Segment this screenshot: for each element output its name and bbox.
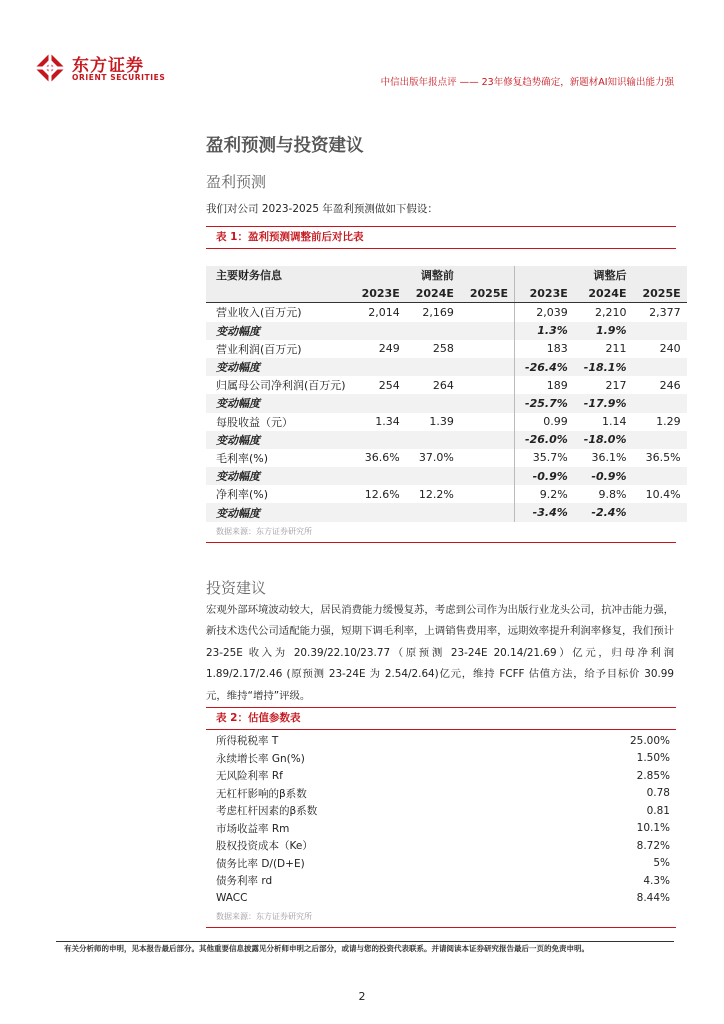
value-cell: 10.4% [645, 487, 681, 501]
value-cell: 12.6% [364, 487, 400, 501]
value-cell: 1.3% [515, 322, 574, 340]
param-label: 股权投资成本（Ke） [216, 840, 313, 853]
table-row [206, 820, 676, 838]
company-logo [34, 50, 164, 86]
value-cell [406, 394, 460, 412]
param-value: 1.50% [636, 752, 670, 765]
value-cell: 2,169 [422, 305, 454, 319]
year-cell: 2025E [460, 284, 515, 303]
value-cell [352, 394, 406, 412]
value-cell [406, 322, 460, 340]
value-cell: 240 [659, 342, 681, 356]
table-row [206, 785, 676, 803]
value-cell [460, 467, 515, 485]
value-cell: 1.29 [656, 415, 681, 429]
forecast-table-block [206, 226, 681, 543]
value-cell [460, 358, 515, 376]
table-row [206, 485, 687, 503]
value-cell [460, 485, 515, 503]
table2-source: 数据来源：东方证券研究所 [216, 912, 312, 921]
table-row [206, 802, 676, 820]
table-row [206, 750, 676, 768]
table1-source: 数据来源：东方证券研究所 [216, 526, 312, 536]
value-cell [460, 303, 515, 322]
table-row [206, 767, 676, 785]
table-row [206, 890, 676, 908]
value-cell: -3.4% [515, 503, 574, 521]
value-cell [406, 467, 460, 485]
param-value: 10.1% [636, 822, 670, 835]
value-cell [632, 431, 686, 449]
param-value: 2.85% [636, 769, 670, 782]
table-row [206, 732, 676, 750]
param-label: 无杠杆影响的β系数 [216, 787, 307, 800]
value-cell [352, 358, 406, 376]
change-row [206, 467, 687, 485]
value-cell [406, 503, 460, 521]
param-label: 无风险利率 Rf [216, 770, 283, 783]
value-cell: 36.6% [364, 451, 400, 465]
year-cell: 2023E [515, 284, 574, 303]
param-label: 永续增长率 Gn(%) [216, 752, 305, 765]
value-cell: 37.0% [418, 451, 454, 465]
year-cell: 2023E [352, 284, 406, 303]
report-title: 中信出版年报点评 —— 23年修复趋势确定，新题材AI知识输出能力强 [380, 77, 674, 88]
change-row [206, 431, 687, 449]
value-cell: 1.9% [574, 322, 633, 340]
advice-paragraph: 宏观外部环境波动较大，居民消费能力缓慢复苏，考虑到公司作为出版行业龙头公司，抗冲击能力强，新技术迭代公司适配能力强，短期下调毛利率，上调销售费用率，远期效率提升利润率修复，我们预计 23-25E 收入为 20.39/22.10/23.77（原预测 23-24E 20.14/21.69）亿元，归母净利润 1.89/2.17/2.46 (原预测 23-24E 为 2.54/2.64)亿元，维持 FCFF 估值方法，给予目标价 30.99 元，维持“增持”评级。 [206, 604, 674, 702]
table-row [206, 413, 687, 431]
value-cell: 1.14 [601, 415, 627, 429]
table-row [206, 449, 687, 467]
value-cell [406, 358, 460, 376]
value-cell [460, 503, 515, 521]
table-row [206, 340, 687, 358]
year-cell: 2025E [632, 284, 686, 303]
value-cell: 264 [432, 378, 454, 392]
value-cell: -18.0% [574, 431, 633, 449]
value-cell: 249 [378, 342, 400, 356]
footer-disclaimer: 有关分析师的申明，见本报告最后部分。其他重要信息披露见分析师申明之后部分，或请与您的投资代表联系。并请阅读本证券研究报告最后一页的免责申明。 [64, 944, 589, 953]
logo-chinese-name: 东方证券 [72, 56, 144, 76]
value-cell: 1.34 [375, 415, 400, 429]
change-row [206, 322, 687, 340]
change-row [206, 503, 687, 521]
intro-text: 我们对公司 2023-2025 年盈利预测做如下假设： [206, 203, 438, 215]
valuation-table [206, 732, 676, 907]
value-cell [352, 503, 406, 521]
value-cell: 0.99 [543, 415, 568, 429]
section-title: 盈利预测与投资建议 [206, 136, 364, 156]
table1-caption: 表 1：盈利预测调整前后对比表 [206, 226, 676, 249]
value-cell: 36.1% [591, 451, 627, 465]
param-label: 所得税税率 T [216, 735, 279, 748]
value-cell: 12.2% [418, 487, 454, 501]
orient-logo-icon [34, 52, 66, 84]
subsection-forecast: 盈利预测 [206, 173, 267, 191]
forecast-table [206, 266, 687, 522]
row-label: 归属母公司净利润(百万元) [216, 379, 346, 393]
value-cell [460, 376, 515, 394]
param-value: 5% [653, 857, 670, 870]
value-cell: 183 [546, 342, 568, 356]
value-cell: 2,039 [536, 305, 568, 319]
row-label: 变动幅度 [206, 467, 352, 485]
row-label: 净利率(%) [216, 488, 269, 502]
param-label: 债务利率 rd [216, 875, 273, 888]
value-cell [460, 413, 515, 431]
table-row [206, 837, 676, 855]
param-value: 8.44% [636, 892, 670, 905]
table2-caption: 表 2：估值参数表 [206, 707, 676, 730]
page-number: 2 [358, 990, 366, 1003]
value-cell [460, 431, 515, 449]
year-cell: 2024E [406, 284, 460, 303]
value-cell: 258 [432, 342, 454, 356]
value-cell: -25.7% [515, 394, 574, 412]
valuation-table-block [206, 707, 676, 928]
value-cell: -26.0% [515, 431, 574, 449]
value-cell: 254 [378, 378, 400, 392]
logo-english-name: ORIENT SECURITIES [72, 73, 166, 82]
table-row [206, 872, 676, 890]
value-cell: -26.4% [515, 358, 574, 376]
param-label: 市场收益率 Rm [216, 822, 290, 835]
table-row [206, 855, 676, 873]
table-header-row [206, 266, 687, 284]
value-cell: -17.9% [574, 394, 633, 412]
value-cell: -0.9% [574, 467, 633, 485]
param-value: 4.3% [643, 874, 670, 887]
value-cell: 2,377 [649, 305, 681, 319]
row-label: 营业收入(百万元) [216, 306, 302, 320]
group-after-label: 调整后 [574, 266, 633, 284]
value-cell [632, 394, 686, 412]
value-cell [460, 449, 515, 467]
row-label: 变动幅度 [206, 431, 352, 449]
value-cell: 36.5% [645, 451, 681, 465]
footer-divider [56, 941, 674, 942]
value-cell: 9.2% [539, 487, 568, 501]
value-cell: 2,014 [368, 305, 400, 319]
value-cell: 9.8% [598, 487, 627, 501]
year-cell: 2024E [574, 284, 633, 303]
value-cell: 246 [659, 378, 681, 392]
value-cell: 217 [605, 378, 627, 392]
value-cell [352, 467, 406, 485]
value-cell: 211 [605, 342, 627, 356]
row-label: 营业利润(百万元) [216, 342, 302, 356]
param-label: WACC [216, 892, 248, 905]
value-cell [632, 358, 686, 376]
row-label: 变动幅度 [206, 322, 352, 340]
change-row [206, 394, 687, 412]
value-cell: 1.39 [429, 415, 454, 429]
table-row [206, 303, 687, 322]
value-cell [632, 322, 686, 340]
param-value: 0.81 [646, 804, 670, 817]
row-label: 变动幅度 [206, 394, 352, 412]
value-cell [632, 467, 686, 485]
group-before-label: 调整前 [406, 266, 460, 284]
value-cell [460, 394, 515, 412]
param-value: 8.72% [636, 839, 670, 852]
table-row [206, 376, 687, 394]
row-label: 变动幅度 [206, 503, 352, 521]
value-cell [406, 431, 460, 449]
value-cell: -2.4% [574, 503, 633, 521]
value-cell: 189 [546, 378, 568, 392]
value-cell: 35.7% [532, 451, 568, 465]
param-label: 考虑杠杆因素的β系数 [216, 805, 318, 818]
year-header-row [206, 284, 687, 303]
header-label: 主要财务信息 [206, 266, 352, 284]
value-cell [352, 322, 406, 340]
param-value: 0.78 [646, 787, 670, 800]
change-row [206, 358, 687, 376]
value-cell: -18.1% [574, 358, 633, 376]
row-label: 变动幅度 [206, 358, 352, 376]
value-cell [632, 503, 686, 521]
value-cell: 2,210 [594, 305, 627, 319]
value-cell [460, 322, 515, 340]
value-cell [460, 340, 515, 358]
value-cell: -0.9% [515, 467, 574, 485]
subsection-advice: 投资建议 [206, 579, 267, 597]
row-label: 每股收益（元） [216, 415, 293, 429]
value-cell [352, 431, 406, 449]
param-label: 债务比率 D/(D+E) [216, 857, 305, 870]
param-value: 25.00% [629, 734, 670, 747]
row-label: 毛利率(%) [216, 451, 269, 465]
